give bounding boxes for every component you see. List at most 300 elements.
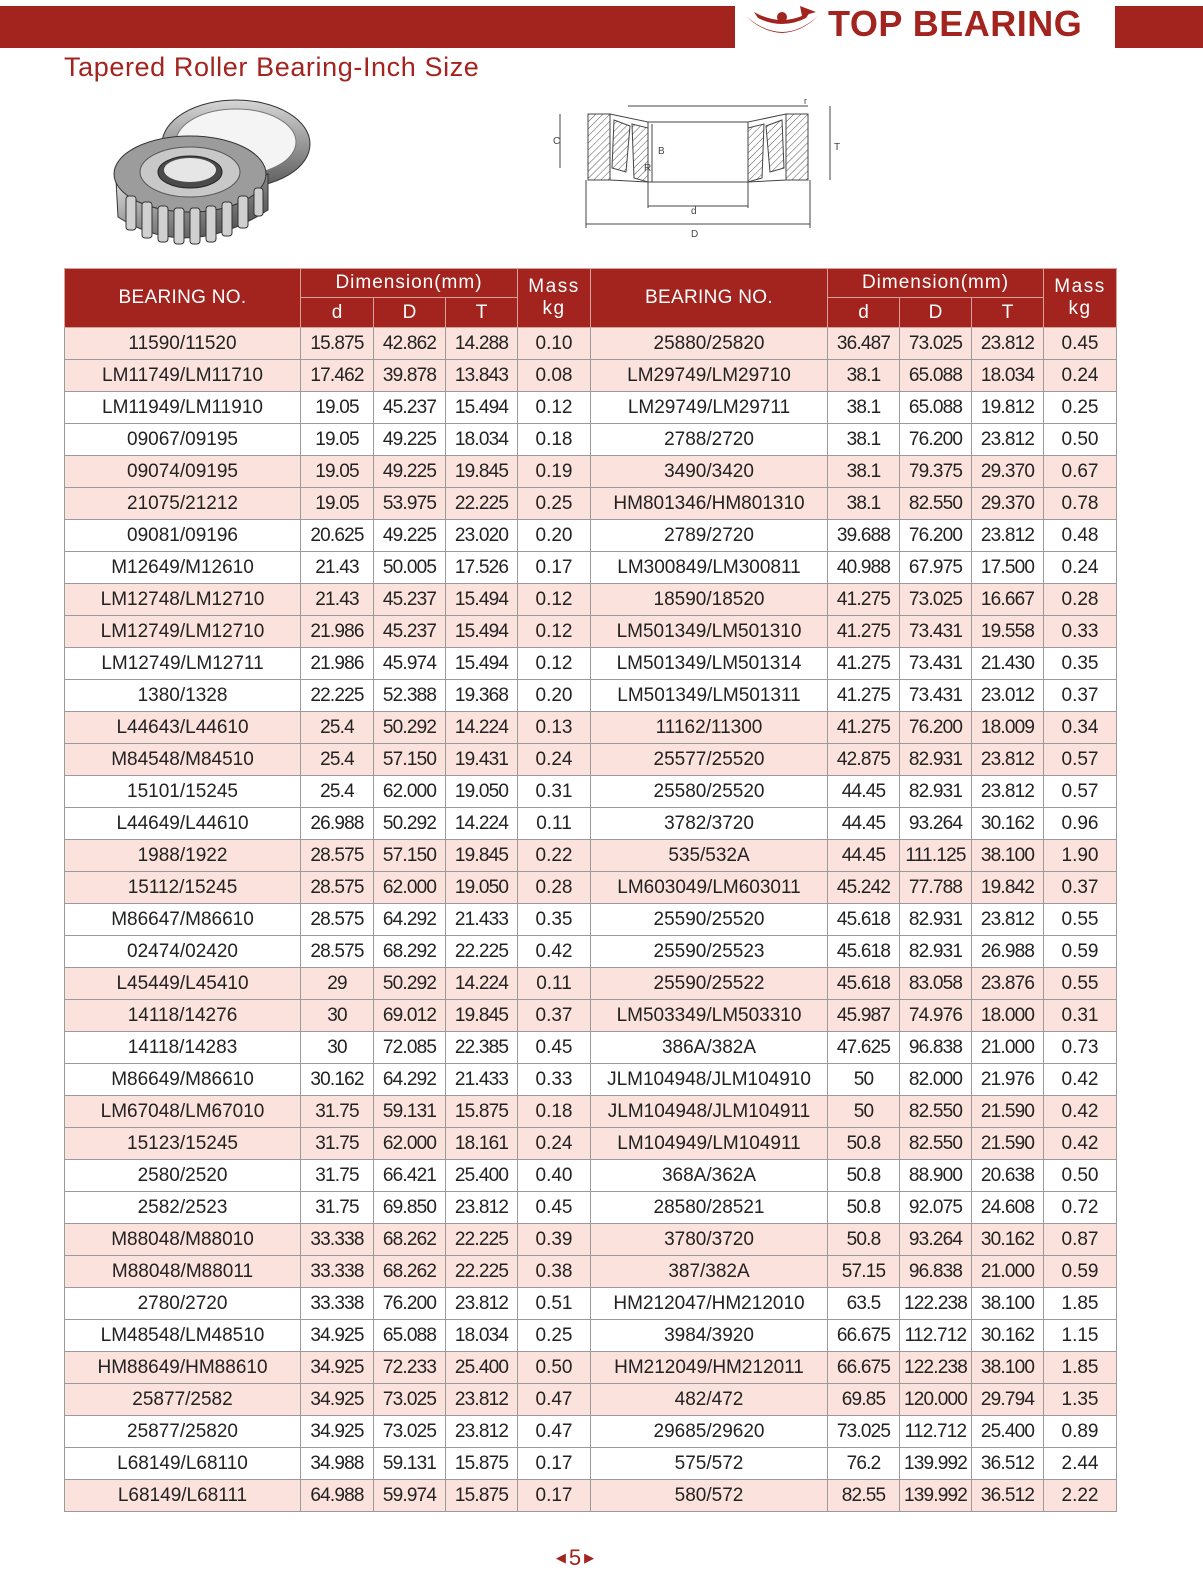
cell-right-dim-D: 122.238 bbox=[900, 1288, 972, 1320]
cell-right-mass: 0.89 bbox=[1044, 1416, 1117, 1448]
cell-left-dim-d: 33.338 bbox=[301, 1224, 374, 1256]
cell-right-dim-d: 36.487 bbox=[828, 328, 900, 360]
cell-right-dim-d: 69.85 bbox=[828, 1384, 900, 1416]
cell-left-dim-D: 72.085 bbox=[374, 1032, 446, 1064]
cell-right-bearing-no: LM501349/LM501310 bbox=[591, 616, 828, 648]
cell-right-mass: 0.96 bbox=[1044, 808, 1117, 840]
cell-right-dim-d: 38.1 bbox=[828, 392, 900, 424]
brand-name: TOP BEARING bbox=[828, 3, 1083, 44]
cell-right-mass: 0.55 bbox=[1044, 904, 1117, 936]
table-row bbox=[65, 840, 1117, 872]
table-row bbox=[65, 360, 1117, 392]
cell-right-dim-D: 82.000 bbox=[900, 1064, 972, 1096]
cell-left-dim-d: 25.4 bbox=[301, 776, 374, 808]
cell-left-dim-T: 18.034 bbox=[446, 1320, 518, 1352]
cell-right-dim-T: 30.162 bbox=[972, 1320, 1044, 1352]
cell-left-dim-d: 34.988 bbox=[301, 1448, 374, 1480]
cell-right-dim-d: 40.988 bbox=[828, 552, 900, 584]
cell-right-mass: 0.37 bbox=[1044, 872, 1117, 904]
cell-right-dim-T: 21.000 bbox=[972, 1032, 1044, 1064]
table-row bbox=[65, 1288, 1117, 1320]
cell-right-bearing-no: LM29749/LM29710 bbox=[591, 360, 828, 392]
table-row bbox=[65, 808, 1117, 840]
cell-right-dim-d: 73.025 bbox=[828, 1416, 900, 1448]
cell-left-dim-D: 49.225 bbox=[374, 424, 446, 456]
cell-right-bearing-no: LM29749/LM29711 bbox=[591, 392, 828, 424]
cell-left-mass: 0.12 bbox=[518, 392, 591, 424]
cell-left-dim-T: 19.845 bbox=[446, 456, 518, 488]
cell-left-mass: 0.20 bbox=[518, 520, 591, 552]
table-row bbox=[65, 936, 1117, 968]
table-body bbox=[65, 328, 1117, 1512]
cell-right-bearing-no: LM603049/LM603011 bbox=[591, 872, 828, 904]
cell-right-dim-D: 79.375 bbox=[900, 456, 972, 488]
cell-right-dim-D: 76.200 bbox=[900, 712, 972, 744]
cell-right-bearing-no: 482/472 bbox=[591, 1384, 828, 1416]
cell-left-bearing-no: LM48548/LM48510 bbox=[65, 1320, 301, 1352]
cell-right-dim-T: 38.100 bbox=[972, 1352, 1044, 1384]
table-row bbox=[65, 1256, 1117, 1288]
cell-right-dim-T: 23.812 bbox=[972, 904, 1044, 936]
cell-left-dim-T: 17.526 bbox=[446, 552, 518, 584]
cell-left-dim-D: 62.000 bbox=[374, 872, 446, 904]
cell-right-dim-D: 93.264 bbox=[900, 1224, 972, 1256]
cell-left-mass: 0.42 bbox=[518, 936, 591, 968]
cell-right-bearing-no: 386A/382A bbox=[591, 1032, 828, 1064]
cell-left-bearing-no: M86647/M86610 bbox=[65, 904, 301, 936]
cell-right-dim-D: 88.900 bbox=[900, 1160, 972, 1192]
cell-left-dim-d: 19.05 bbox=[301, 488, 374, 520]
cell-left-dim-d: 34.925 bbox=[301, 1352, 374, 1384]
cell-left-dim-D: 69.012 bbox=[374, 1000, 446, 1032]
cell-left-mass: 0.25 bbox=[518, 488, 591, 520]
cell-right-mass: 0.34 bbox=[1044, 712, 1117, 744]
cell-left-dim-d: 34.925 bbox=[301, 1320, 374, 1352]
cell-right-mass: 0.55 bbox=[1044, 968, 1117, 1000]
cell-right-bearing-no: LM501349/LM501311 bbox=[591, 680, 828, 712]
cell-right-dim-d: 45.618 bbox=[828, 936, 900, 968]
cell-left-dim-d: 28.575 bbox=[301, 936, 374, 968]
cell-right-dim-D: 122.238 bbox=[900, 1352, 972, 1384]
cell-left-dim-T: 23.020 bbox=[446, 520, 518, 552]
cell-left-dim-d: 25.4 bbox=[301, 744, 374, 776]
cell-right-mass: 2.44 bbox=[1044, 1448, 1117, 1480]
cell-left-dim-T: 23.812 bbox=[446, 1416, 518, 1448]
cell-left-dim-d: 31.75 bbox=[301, 1160, 374, 1192]
table-row bbox=[65, 520, 1117, 552]
diagram-label-d-big: D bbox=[691, 229, 699, 240]
cell-right-dim-T: 23.812 bbox=[972, 520, 1044, 552]
page-title: Tapered Roller Bearing-Inch Size bbox=[64, 52, 480, 82]
cell-left-bearing-no: L44643/L44610 bbox=[65, 712, 301, 744]
cell-left-dim-T: 25.400 bbox=[446, 1352, 518, 1384]
header-red-left bbox=[0, 6, 735, 48]
cell-right-mass: 0.59 bbox=[1044, 936, 1117, 968]
cell-right-dim-d: 44.45 bbox=[828, 808, 900, 840]
cell-left-mass: 0.50 bbox=[518, 1352, 591, 1384]
cell-right-dim-T: 23.876 bbox=[972, 968, 1044, 1000]
cell-left-dim-D: 53.975 bbox=[374, 488, 446, 520]
cell-left-mass: 0.24 bbox=[518, 744, 591, 776]
cell-left-bearing-no: 25877/25820 bbox=[65, 1416, 301, 1448]
table-row bbox=[65, 1000, 1117, 1032]
cell-left-dim-T: 15.494 bbox=[446, 616, 518, 648]
cell-left-mass: 0.12 bbox=[518, 584, 591, 616]
table-row bbox=[65, 1416, 1117, 1448]
cell-left-mass: 0.47 bbox=[518, 1384, 591, 1416]
cell-right-bearing-no: LM300849/LM300811 bbox=[591, 552, 828, 584]
cell-left-bearing-no: LM12749/LM12710 bbox=[65, 616, 301, 648]
cell-right-dim-d: 38.1 bbox=[828, 488, 900, 520]
cell-left-bearing-no: M86649/M86610 bbox=[65, 1064, 301, 1096]
cell-left-dim-T: 18.034 bbox=[446, 424, 518, 456]
cell-left-dim-d: 17.462 bbox=[301, 360, 374, 392]
cell-left-dim-D: 45.974 bbox=[374, 648, 446, 680]
cell-left-bearing-no: 1988/1922 bbox=[65, 840, 301, 872]
cell-left-mass: 0.13 bbox=[518, 712, 591, 744]
cell-right-dim-D: 96.838 bbox=[900, 1032, 972, 1064]
cell-left-dim-D: 45.237 bbox=[374, 616, 446, 648]
table-row bbox=[65, 648, 1117, 680]
cell-right-dim-T: 18.000 bbox=[972, 1000, 1044, 1032]
cell-right-dim-D: 76.200 bbox=[900, 520, 972, 552]
cell-left-bearing-no: 2580/2520 bbox=[65, 1160, 301, 1192]
cell-right-dim-D: 73.431 bbox=[900, 648, 972, 680]
cell-right-mass: 0.37 bbox=[1044, 680, 1117, 712]
header-mass-unit: kg bbox=[542, 298, 566, 319]
cell-right-mass: 0.59 bbox=[1044, 1256, 1117, 1288]
cell-left-dim-T: 15.875 bbox=[446, 1096, 518, 1128]
cell-left-dim-d: 25.4 bbox=[301, 712, 374, 744]
cell-right-dim-T: 26.988 bbox=[972, 936, 1044, 968]
cell-right-mass: 0.24 bbox=[1044, 360, 1117, 392]
cell-left-dim-D: 64.292 bbox=[374, 1064, 446, 1096]
table-row bbox=[65, 552, 1117, 584]
cell-right-dim-d: 42.875 bbox=[828, 744, 900, 776]
table-row bbox=[65, 1064, 1117, 1096]
cell-right-mass: 0.48 bbox=[1044, 520, 1117, 552]
cell-right-bearing-no: 3490/3420 bbox=[591, 456, 828, 488]
header-D-left: D bbox=[374, 298, 446, 328]
cell-right-mass: 0.73 bbox=[1044, 1032, 1117, 1064]
cell-left-dim-D: 57.150 bbox=[374, 840, 446, 872]
cell-left-dim-D: 59.131 bbox=[374, 1096, 446, 1128]
cell-right-dim-T: 23.812 bbox=[972, 328, 1044, 360]
cell-right-dim-d: 38.1 bbox=[828, 360, 900, 392]
header-T-right: T bbox=[972, 298, 1044, 328]
cell-right-dim-D: 83.058 bbox=[900, 968, 972, 1000]
cell-right-bearing-no: 2788/2720 bbox=[591, 424, 828, 456]
cell-left-mass: 0.10 bbox=[518, 328, 591, 360]
cell-right-mass: 0.78 bbox=[1044, 488, 1117, 520]
cell-right-dim-D: 120.000 bbox=[900, 1384, 972, 1416]
cell-right-mass: 0.25 bbox=[1044, 392, 1117, 424]
page-footer bbox=[545, 1545, 605, 1571]
cell-right-bearing-no: 25590/25523 bbox=[591, 936, 828, 968]
cell-right-dim-T: 19.812 bbox=[972, 392, 1044, 424]
table-row bbox=[65, 488, 1117, 520]
brand bbox=[742, 0, 1117, 48]
cell-right-mass: 0.57 bbox=[1044, 744, 1117, 776]
cell-right-dim-D: 82.931 bbox=[900, 776, 972, 808]
cell-left-mass: 0.17 bbox=[518, 1448, 591, 1480]
header-dimension-right: Dimension(mm) bbox=[828, 269, 1044, 298]
cell-left-bearing-no: 15112/15245 bbox=[65, 872, 301, 904]
cell-left-bearing-no: 02474/02420 bbox=[65, 936, 301, 968]
cell-left-dim-T: 22.225 bbox=[446, 936, 518, 968]
cell-left-dim-D: 62.000 bbox=[374, 1128, 446, 1160]
cell-left-bearing-no: L44649/L44610 bbox=[65, 808, 301, 840]
cell-right-dim-d: 45.987 bbox=[828, 1000, 900, 1032]
cell-right-mass: 0.50 bbox=[1044, 1160, 1117, 1192]
cell-left-dim-T: 14.288 bbox=[446, 328, 518, 360]
cell-left-dim-d: 21.986 bbox=[301, 616, 374, 648]
cell-left-dim-D: 68.262 bbox=[374, 1224, 446, 1256]
cell-right-bearing-no: 3984/3920 bbox=[591, 1320, 828, 1352]
cell-right-dim-T: 21.000 bbox=[972, 1256, 1044, 1288]
cell-right-dim-D: 82.931 bbox=[900, 744, 972, 776]
cell-right-bearing-no: 2789/2720 bbox=[591, 520, 828, 552]
cell-left-dim-D: 45.237 bbox=[374, 584, 446, 616]
header-mass-unit: kg bbox=[1068, 298, 1092, 319]
cell-left-dim-D: 50.005 bbox=[374, 552, 446, 584]
cell-right-dim-T: 21.430 bbox=[972, 648, 1044, 680]
cell-left-dim-T: 22.225 bbox=[446, 1224, 518, 1256]
table-row bbox=[65, 904, 1117, 936]
cell-left-dim-T: 23.812 bbox=[446, 1384, 518, 1416]
table-row bbox=[65, 968, 1117, 1000]
cell-left-dim-D: 68.262 bbox=[374, 1256, 446, 1288]
cell-left-dim-d: 19.05 bbox=[301, 456, 374, 488]
table-row bbox=[65, 1480, 1117, 1512]
header-mass-left bbox=[518, 269, 591, 328]
cell-left-bearing-no: LM12749/LM12711 bbox=[65, 648, 301, 680]
table-row bbox=[65, 1096, 1117, 1128]
cell-left-mass: 0.51 bbox=[518, 1288, 591, 1320]
cell-left-dim-D: 42.862 bbox=[374, 328, 446, 360]
cell-left-bearing-no: 25877/2582 bbox=[65, 1384, 301, 1416]
cell-right-dim-T: 20.638 bbox=[972, 1160, 1044, 1192]
cell-left-bearing-no: HM88649/HM88610 bbox=[65, 1352, 301, 1384]
cell-right-bearing-no: 535/532A bbox=[591, 840, 828, 872]
cell-left-bearing-no: 2582/2523 bbox=[65, 1192, 301, 1224]
cell-left-mass: 0.20 bbox=[518, 680, 591, 712]
cell-left-dim-D: 64.292 bbox=[374, 904, 446, 936]
bearing-photo bbox=[108, 92, 313, 250]
cell-left-bearing-no: L68149/L68111 bbox=[65, 1480, 301, 1512]
cell-left-dim-d: 30.162 bbox=[301, 1064, 374, 1096]
cell-right-dim-D: 92.075 bbox=[900, 1192, 972, 1224]
cell-left-mass: 0.28 bbox=[518, 872, 591, 904]
cell-right-dim-T: 29.794 bbox=[972, 1384, 1044, 1416]
cell-left-bearing-no: 09074/09195 bbox=[65, 456, 301, 488]
cell-right-mass: 1.90 bbox=[1044, 840, 1117, 872]
cell-right-dim-d: 50.8 bbox=[828, 1192, 900, 1224]
cell-right-bearing-no: 387/382A bbox=[591, 1256, 828, 1288]
cell-right-dim-D: 73.025 bbox=[900, 328, 972, 360]
table-row bbox=[65, 1320, 1117, 1352]
cell-left-dim-d: 28.575 bbox=[301, 840, 374, 872]
cell-left-dim-d: 64.988 bbox=[301, 1480, 374, 1512]
diagram-label-r: R bbox=[644, 163, 652, 174]
header-mass-right bbox=[1044, 269, 1117, 328]
cell-right-dim-T: 21.590 bbox=[972, 1128, 1044, 1160]
cell-left-dim-D: 57.150 bbox=[374, 744, 446, 776]
table-row bbox=[65, 1384, 1117, 1416]
cell-right-mass: 1.85 bbox=[1044, 1288, 1117, 1320]
cell-left-dim-d: 30 bbox=[301, 1000, 374, 1032]
cell-right-dim-d: 76.2 bbox=[828, 1448, 900, 1480]
cell-right-dim-T: 30.162 bbox=[972, 808, 1044, 840]
cell-left-dim-T: 15.494 bbox=[446, 392, 518, 424]
cell-right-dim-d: 45.618 bbox=[828, 968, 900, 1000]
table-row bbox=[65, 712, 1117, 744]
cell-left-dim-T: 23.812 bbox=[446, 1288, 518, 1320]
cell-left-dim-d: 31.75 bbox=[301, 1128, 374, 1160]
cell-left-dim-D: 68.292 bbox=[374, 936, 446, 968]
cross-section-diagram bbox=[548, 98, 848, 244]
diagram-label-d-small: d bbox=[691, 206, 697, 217]
table-row bbox=[65, 1160, 1117, 1192]
table-row bbox=[65, 680, 1117, 712]
cell-right-dim-d: 41.275 bbox=[828, 648, 900, 680]
cell-right-dim-T: 23.812 bbox=[972, 776, 1044, 808]
cell-right-bearing-no: 25577/25520 bbox=[591, 744, 828, 776]
cell-left-dim-T: 14.224 bbox=[446, 712, 518, 744]
cell-right-dim-D: 82.931 bbox=[900, 904, 972, 936]
cell-left-mass: 0.37 bbox=[518, 1000, 591, 1032]
cell-right-dim-D: 65.088 bbox=[900, 392, 972, 424]
cell-left-dim-D: 62.000 bbox=[374, 776, 446, 808]
cell-right-dim-D: 67.975 bbox=[900, 552, 972, 584]
cell-left-bearing-no: 15123/15245 bbox=[65, 1128, 301, 1160]
cell-right-dim-d: 38.1 bbox=[828, 424, 900, 456]
cell-left-mass: 0.45 bbox=[518, 1192, 591, 1224]
cell-right-dim-D: 82.931 bbox=[900, 936, 972, 968]
cell-right-dim-d: 45.242 bbox=[828, 872, 900, 904]
cell-left-dim-T: 19.050 bbox=[446, 872, 518, 904]
cell-left-dim-d: 28.575 bbox=[301, 872, 374, 904]
cell-left-dim-T: 13.843 bbox=[446, 360, 518, 392]
cell-left-mass: 0.12 bbox=[518, 616, 591, 648]
cell-left-dim-d: 15.875 bbox=[301, 328, 374, 360]
cell-right-dim-d: 82.55 bbox=[828, 1480, 900, 1512]
cell-left-dim-T: 18.161 bbox=[446, 1128, 518, 1160]
table-row bbox=[65, 744, 1117, 776]
cell-right-dim-T: 29.370 bbox=[972, 456, 1044, 488]
cell-right-dim-D: 73.431 bbox=[900, 616, 972, 648]
cell-right-mass: 0.24 bbox=[1044, 552, 1117, 584]
cell-left-dim-D: 69.850 bbox=[374, 1192, 446, 1224]
cell-right-dim-T: 30.162 bbox=[972, 1224, 1044, 1256]
cell-right-dim-d: 66.675 bbox=[828, 1320, 900, 1352]
cell-left-dim-T: 23.812 bbox=[446, 1192, 518, 1224]
cell-right-dim-T: 38.100 bbox=[972, 840, 1044, 872]
cell-right-mass: 2.22 bbox=[1044, 1480, 1117, 1512]
cell-left-dim-d: 21.986 bbox=[301, 648, 374, 680]
cell-right-dim-T: 36.512 bbox=[972, 1480, 1044, 1512]
cell-left-dim-d: 31.75 bbox=[301, 1096, 374, 1128]
cell-left-bearing-no: LM11749/LM11710 bbox=[65, 360, 301, 392]
cell-right-dim-T: 19.558 bbox=[972, 616, 1044, 648]
cell-left-dim-T: 25.400 bbox=[446, 1160, 518, 1192]
cell-right-bearing-no: 25590/25522 bbox=[591, 968, 828, 1000]
cell-left-bearing-no: LM12748/LM12710 bbox=[65, 584, 301, 616]
cell-left-dim-T: 19.368 bbox=[446, 680, 518, 712]
cell-left-dim-D: 73.025 bbox=[374, 1384, 446, 1416]
cell-left-bearing-no: 15101/15245 bbox=[65, 776, 301, 808]
cell-right-bearing-no: 25880/25820 bbox=[591, 328, 828, 360]
cell-left-mass: 0.33 bbox=[518, 1064, 591, 1096]
cell-left-dim-T: 21.433 bbox=[446, 904, 518, 936]
cell-left-dim-D: 39.878 bbox=[374, 360, 446, 392]
cell-left-dim-T: 22.225 bbox=[446, 1256, 518, 1288]
cell-right-dim-d: 39.688 bbox=[828, 520, 900, 552]
cell-right-dim-T: 16.667 bbox=[972, 584, 1044, 616]
cell-right-dim-D: 82.550 bbox=[900, 1096, 972, 1128]
cell-left-mass: 0.18 bbox=[518, 1096, 591, 1128]
cell-left-bearing-no: M88048/M88011 bbox=[65, 1256, 301, 1288]
cell-left-mass: 0.17 bbox=[518, 1480, 591, 1512]
cell-left-dim-d: 21.43 bbox=[301, 552, 374, 584]
cell-right-dim-d: 50.8 bbox=[828, 1160, 900, 1192]
cell-left-dim-D: 49.225 bbox=[374, 520, 446, 552]
cell-right-mass: 0.42 bbox=[1044, 1096, 1117, 1128]
cell-left-dim-d: 34.925 bbox=[301, 1416, 374, 1448]
cell-right-bearing-no: 25590/25520 bbox=[591, 904, 828, 936]
diagram-label-r-small: r bbox=[804, 98, 807, 106]
cell-right-mass: 0.42 bbox=[1044, 1064, 1117, 1096]
cell-right-dim-T: 17.500 bbox=[972, 552, 1044, 584]
cell-right-dim-D: 82.550 bbox=[900, 1128, 972, 1160]
header-D-right: D bbox=[900, 298, 972, 328]
cell-right-dim-D: 73.431 bbox=[900, 680, 972, 712]
table-row bbox=[65, 392, 1117, 424]
header-mass-label: Mass bbox=[528, 276, 580, 297]
cell-left-dim-d: 22.225 bbox=[301, 680, 374, 712]
cell-right-bearing-no: 575/572 bbox=[591, 1448, 828, 1480]
cell-right-mass: 0.35 bbox=[1044, 648, 1117, 680]
cell-left-bearing-no: 14118/14276 bbox=[65, 1000, 301, 1032]
header-red-right bbox=[1115, 6, 1203, 48]
table-row bbox=[65, 584, 1117, 616]
cell-right-bearing-no: HM212047/HM212010 bbox=[591, 1288, 828, 1320]
cell-right-dim-d: 38.1 bbox=[828, 456, 900, 488]
diagram-label-c: C bbox=[553, 136, 561, 147]
cell-right-bearing-no: HM212049/HM212011 bbox=[591, 1352, 828, 1384]
cell-left-mass: 0.17 bbox=[518, 552, 591, 584]
cell-left-dim-d: 29 bbox=[301, 968, 374, 1000]
cell-left-dim-T: 14.224 bbox=[446, 968, 518, 1000]
cell-right-dim-T: 23.012 bbox=[972, 680, 1044, 712]
cell-left-dim-d: 19.05 bbox=[301, 392, 374, 424]
cell-right-mass: 0.50 bbox=[1044, 424, 1117, 456]
cell-left-mass: 0.31 bbox=[518, 776, 591, 808]
cell-right-dim-d: 41.275 bbox=[828, 680, 900, 712]
cell-right-mass: 0.31 bbox=[1044, 1000, 1117, 1032]
cell-left-dim-T: 19.845 bbox=[446, 1000, 518, 1032]
cell-right-dim-d: 44.45 bbox=[828, 840, 900, 872]
cell-left-mass: 0.08 bbox=[518, 360, 591, 392]
cell-left-mass: 0.12 bbox=[518, 648, 591, 680]
cell-right-dim-d: 41.275 bbox=[828, 616, 900, 648]
cell-right-dim-T: 29.370 bbox=[972, 488, 1044, 520]
cell-left-dim-d: 19.05 bbox=[301, 424, 374, 456]
cell-left-dim-D: 66.421 bbox=[374, 1160, 446, 1192]
cell-left-dim-T: 15.875 bbox=[446, 1480, 518, 1512]
table-row bbox=[65, 456, 1117, 488]
cell-right-bearing-no: JLM104948/JLM104910 bbox=[591, 1064, 828, 1096]
